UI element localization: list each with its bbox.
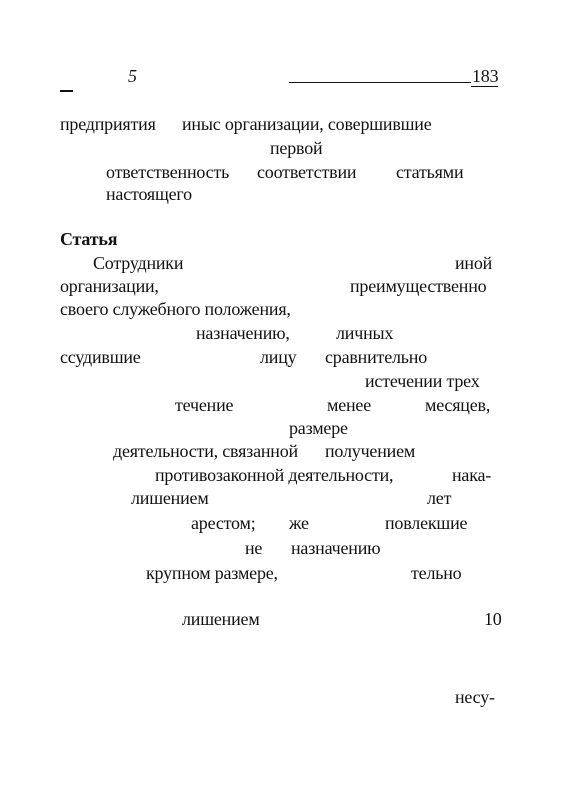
- header-dash: [60, 90, 73, 92]
- text-fragment: менее: [327, 395, 371, 415]
- header-left-number: 5: [128, 66, 137, 86]
- header-rule: [289, 82, 471, 83]
- text-fragment: несу-: [455, 687, 495, 707]
- text-fragment: же: [289, 513, 309, 533]
- text-fragment: соответствии: [257, 162, 357, 182]
- text-fragment: назначению,: [196, 323, 290, 343]
- text-fragment: настоящего: [106, 184, 192, 204]
- text-fragment: нака-: [452, 465, 492, 485]
- text-fragment: организации,: [60, 276, 159, 296]
- text-fragment: сравнительно: [325, 347, 428, 367]
- page-number-underline: [471, 86, 498, 87]
- text-fragment: повлекшие: [385, 513, 468, 533]
- text-fragment: лишением: [182, 609, 260, 629]
- text-fragment: лишением: [131, 488, 209, 508]
- text-fragment: течение: [175, 395, 234, 415]
- text-fragment: крупном размере,: [146, 563, 278, 583]
- text-fragment: лицу: [260, 347, 297, 367]
- text-fragment: лет: [427, 488, 452, 508]
- text-fragment: Сотрудники: [93, 253, 184, 273]
- text-fragment: статьями: [396, 162, 464, 182]
- article-heading: Статья: [60, 229, 118, 249]
- text-fragment: личных: [336, 323, 394, 343]
- text-fragment: ссудившие: [60, 347, 141, 367]
- text-fragment: не: [245, 538, 263, 558]
- text-fragment: размере: [289, 418, 348, 438]
- page-number: 183: [472, 66, 499, 86]
- text-fragment: арестом;: [191, 513, 256, 533]
- text-fragment: 10: [484, 609, 502, 629]
- text-fragment: иной: [455, 253, 493, 273]
- text-fragment: деятельности, связанной: [113, 441, 298, 461]
- text-fragment: истечении трех: [365, 371, 480, 391]
- text-fragment: противозаконной деятельности,: [155, 465, 394, 485]
- text-fragment: предприятия: [60, 114, 156, 134]
- text-fragment: ответственность: [106, 162, 230, 182]
- text-fragment: первой: [270, 138, 323, 158]
- text-fragment: назначению: [291, 538, 381, 558]
- text-fragment: получением: [325, 441, 416, 461]
- text-fragment: иныс организации, совершившие: [182, 114, 432, 134]
- text-fragment: месяцев,: [425, 395, 491, 415]
- text-fragment: тельно: [411, 563, 462, 583]
- text-fragment: преимущественно: [350, 276, 487, 296]
- text-fragment: своего служебного положения,: [60, 299, 291, 319]
